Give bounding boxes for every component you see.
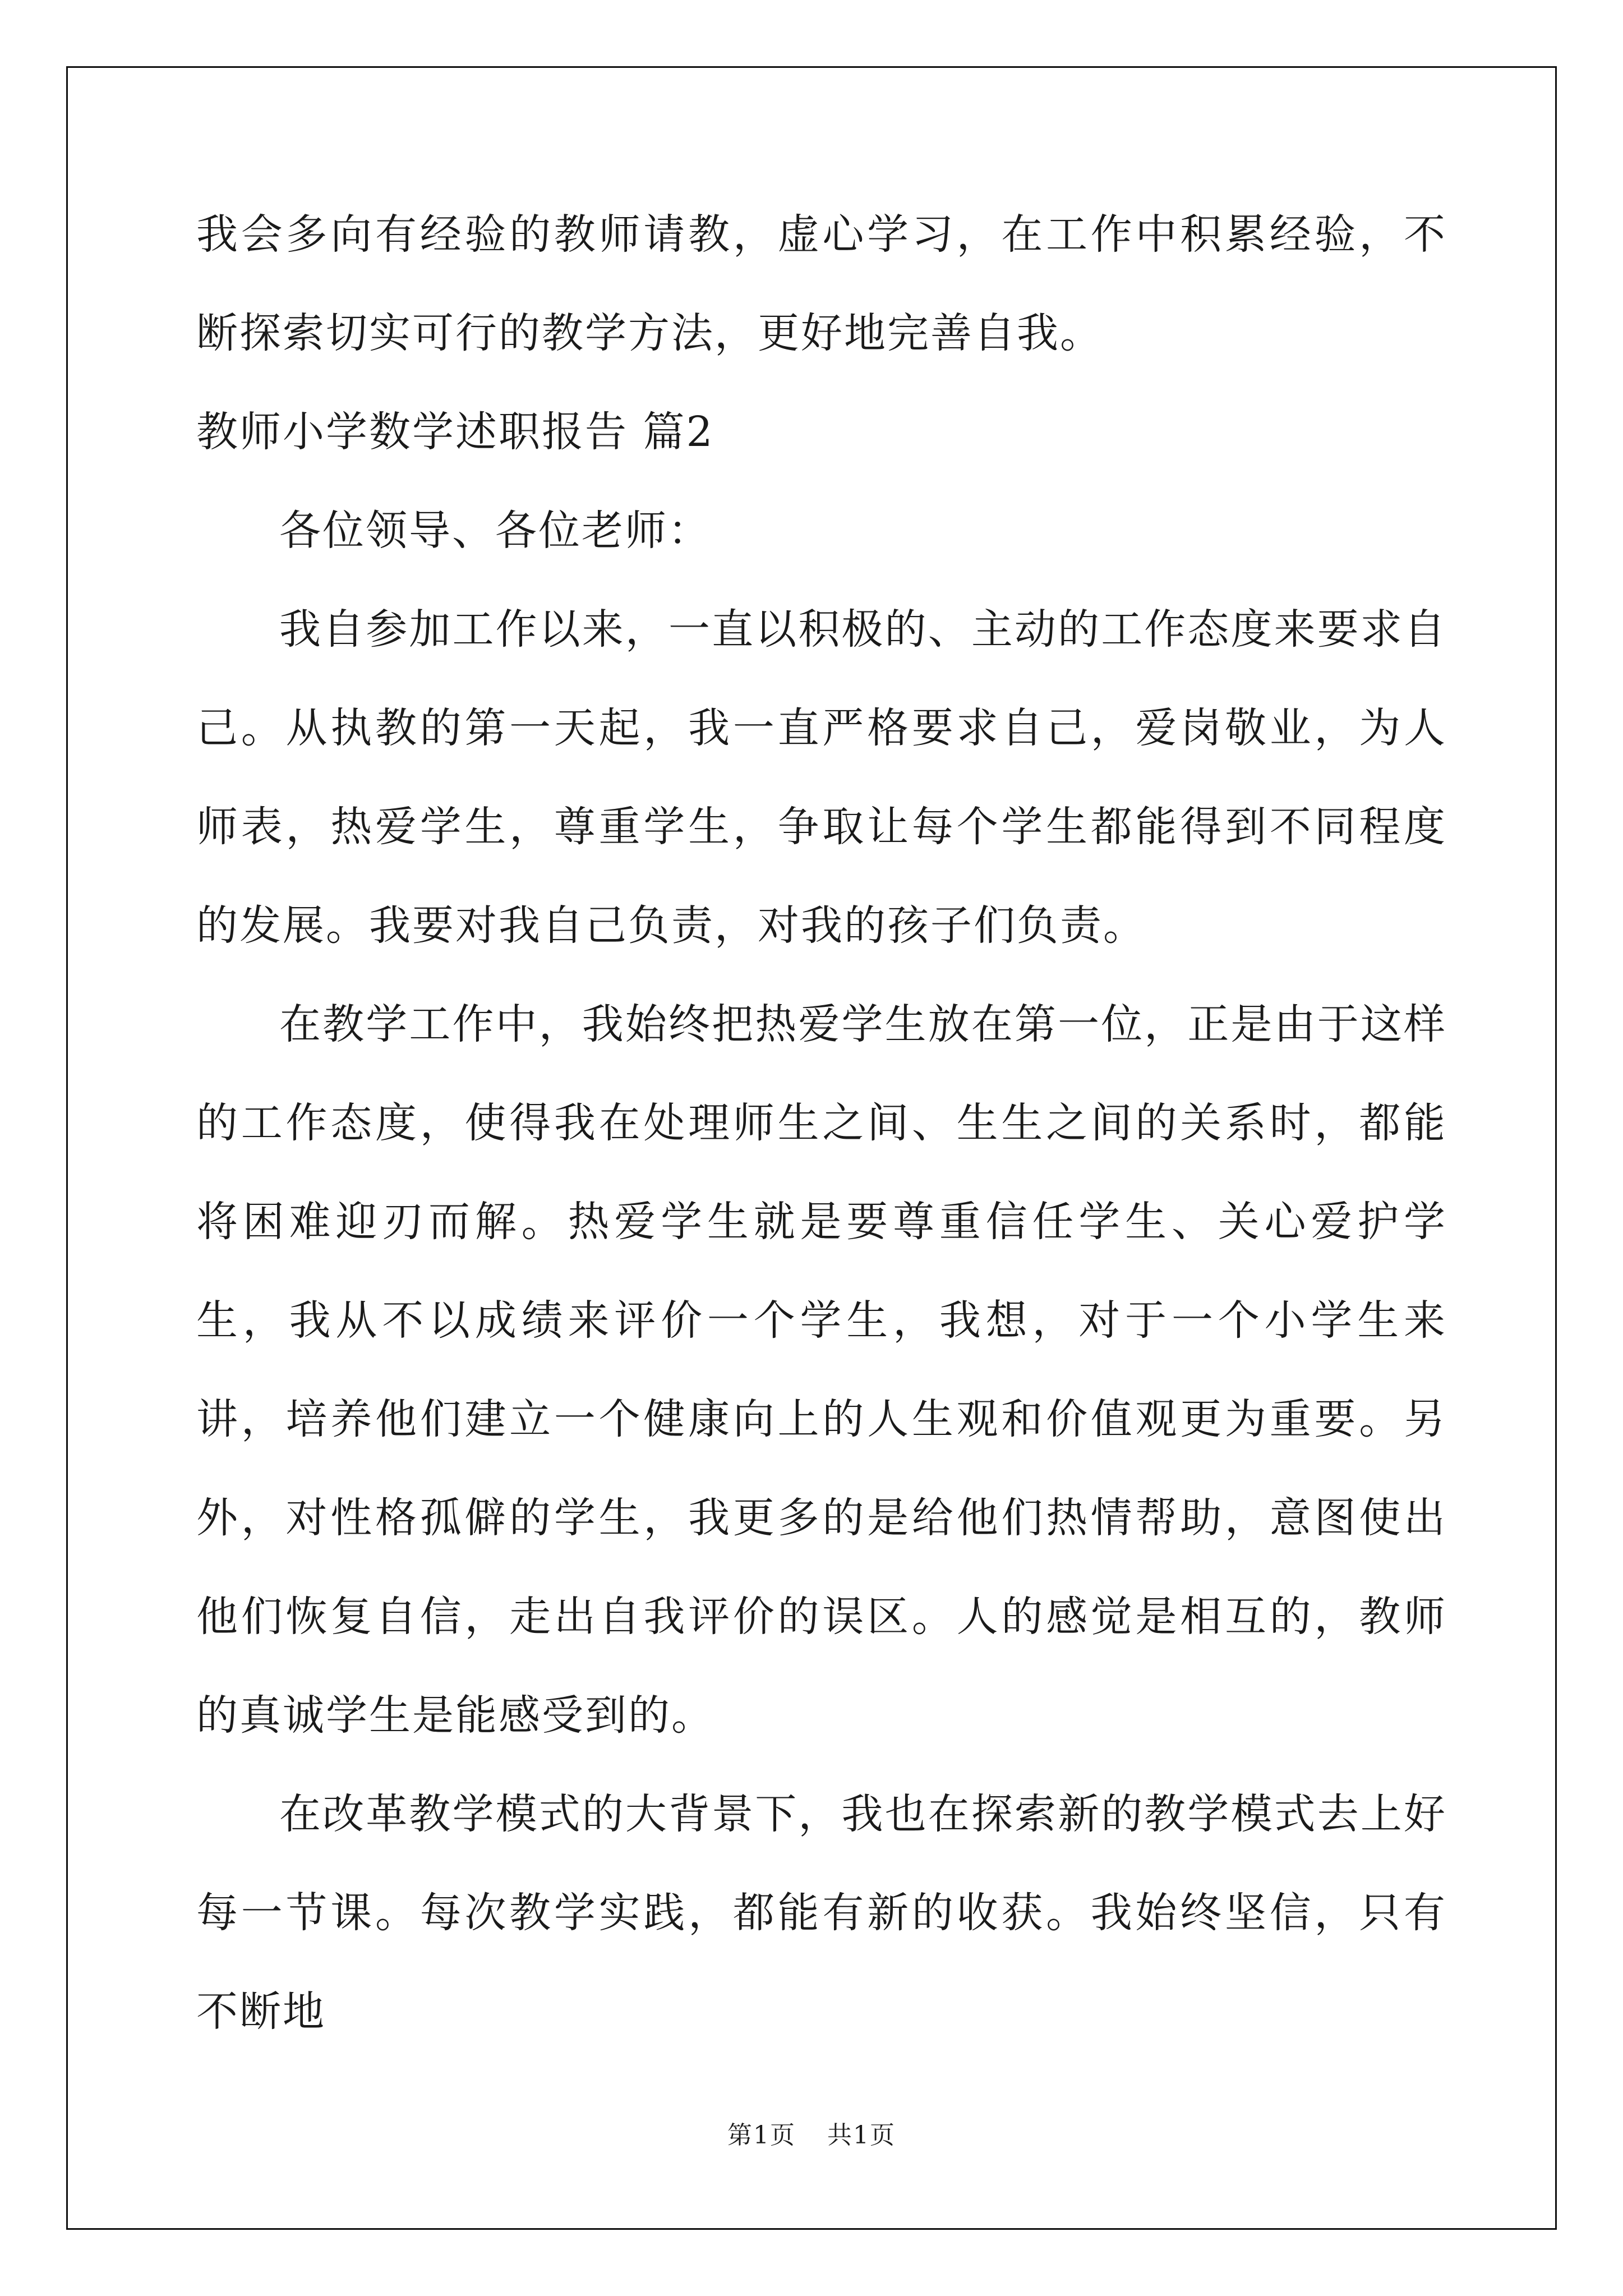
document-body bbox=[196, 185, 1447, 2061]
paragraph: 在教学工作中，我始终把热爱学生放在第一位，正是由于这样的工作态度，使得我在处理师生之间、生生之间的关系时，都能将困难迎刃而解。热爱学生就是要尊重信任学生、关心爱护学生，我从不以成绩来评价一个学生，我想，对于一个小学生来讲，培养他们建立一个健康向上的人生观和价值观更为重要。另外，对性格孤僻的学生，我更多的是给他们热情帮助，意图使出他们恢复自信，走出自我评价的误区。人的感觉是相互的，教师的真诚学生是能感受到的。 bbox=[196, 1000, 1447, 1740]
section-heading: 教师小学数学述职报告 篇2 bbox=[196, 408, 714, 456]
page-number: 第1页 bbox=[727, 2121, 796, 2150]
paragraph: 我自参加工作以来，一直以积极的、主动的工作态度来要求自己。从执教的第一天起，我一直严格要求自己，爱岗敬业，为人师表，热爱学生，尊重学生，争取让每个学生都能得到不同程度的发展。我要对我自己负责，对我的孩子们负责。 bbox=[196, 605, 1447, 950]
salutation: 各位领导、各位老师： bbox=[279, 507, 711, 555]
page-total: 共1页 bbox=[827, 2121, 896, 2150]
page-footer bbox=[0, 2115, 1623, 2151]
paragraph: 我会多向有经验的教师请教，虚心学习，在工作中积累经验，不断探索切实可行的教学方法，更好地完善自我。 bbox=[196, 210, 1447, 357]
paragraph: 在改革教学模式的大背景下，我也在探索新的教学模式去上好每一节课。每次教学实践，都能有新的收获。我始终坚信，只有不断地 bbox=[196, 1790, 1447, 2036]
